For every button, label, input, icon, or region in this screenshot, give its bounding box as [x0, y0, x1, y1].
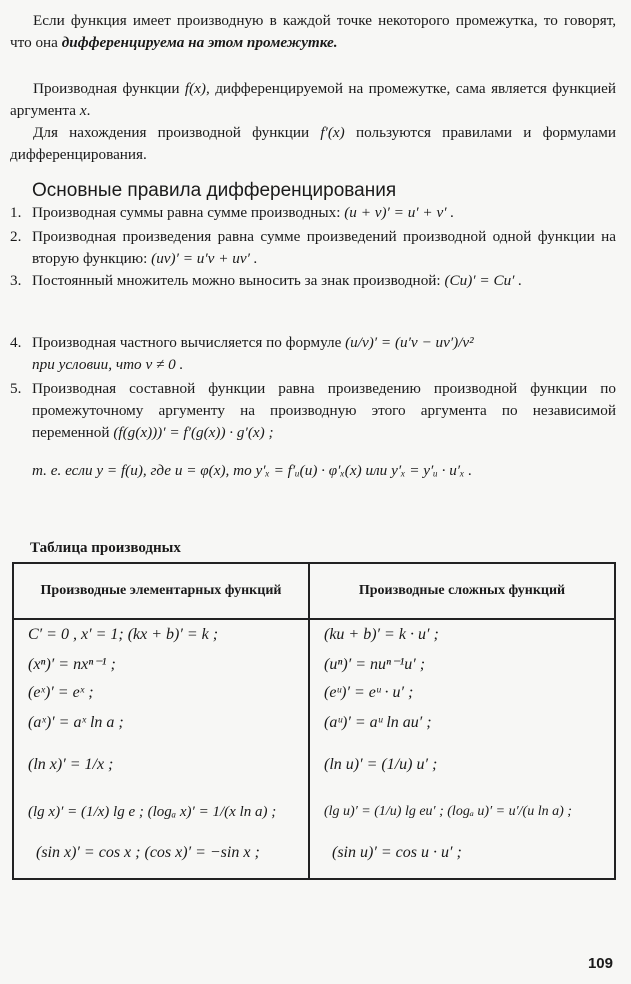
table-cell: (sin x)′ = cos x ; (cos x)′ = −sin x ; — [36, 844, 260, 861]
header-divider — [14, 618, 614, 620]
page-number: 109 — [587, 955, 613, 972]
table-cell: C′ = 0 , x′ = 1; (kx + b)′ = k ; — [28, 626, 219, 643]
paragraph-rules-intro: Для нахождения производной функции f′(x) пользуются правилами и формулами дифференцирования. — [10, 124, 616, 163]
table-cell: (eᵘ)′ = eᵘ · u′ ; — [324, 684, 414, 701]
column-header-elementary: Производные элементарных функций — [40, 583, 282, 598]
paragraph-derivative-function: Производная функции f(x), дифференцируемой на промежутке, сама является функцией аргумента x. — [10, 80, 616, 119]
paragraph-differentiable: Если функция имеет производную в каждой точке некоторого промежутка, то говорят, что она дифференцируема на этом промежутке. — [10, 12, 616, 51]
derivatives-table — [12, 562, 616, 880]
table-cell: (aᵘ)′ = aᵘ ln au′ ; — [324, 714, 432, 731]
table-cell: (aˣ)′ = aˣ ln a ; — [28, 714, 124, 731]
rule-item: 5. Производная составной функции равна произведению производной функции по промежуточному аргументу на производную этого аргумента по независимой переменной (f(g(x)))′ = f′(g(x)) · g′(x) ; — [10, 380, 616, 441]
table-cell: (ln x)′ = 1/x ; — [28, 756, 114, 773]
table-cell: (eˣ)′ = eˣ ; — [28, 684, 94, 701]
rule-item: 2. Производная произведения равна сумме произведений производной одной функции на вторую функцию: (uv)′ = u′v + uv′ . — [10, 228, 616, 267]
emphasis-term: дифференцируема на этом промежутке. — [61, 34, 338, 51]
rule-item: 4. Производная частного вычисляется по формуле (u/v)′ = (u′v − uv′)/v² при условии, что v ≠ 0 . — [10, 334, 474, 373]
table-cell: (ku + b)′ = k · u′ ; — [324, 626, 439, 643]
table-cell: (ln u)′ = (1/u) u′ ; — [324, 756, 438, 773]
table-cell: (sin u)′ = cos u · u′ ; — [332, 844, 462, 861]
table-title: Таблица производных — [30, 540, 181, 556]
column-header-composite: Производные сложных функций — [358, 583, 566, 598]
rule-tail: т. е. если y = f(u), где u = φ(x), то y′ₓ = f′ᵤ(u) · φ′ₓ(x) или y′ₓ = y′ᵤ · u′ₓ . — [32, 462, 473, 479]
table-cell: (lg u)′ = (1/u) lg eu′ ; (logₐ u)′ = u′/(u ln a) ; — [324, 804, 572, 819]
rule-item: 1. Производная суммы равна сумме производных: (u + v)′ = u′ + v′ . — [10, 204, 455, 221]
table-cell: (xⁿ)′ = nxⁿ⁻¹ ; — [28, 656, 116, 673]
section-heading: Основные правила дифференцирования — [32, 180, 397, 201]
table-cell: (uⁿ)′ = nuⁿ⁻¹u′ ; — [324, 656, 426, 673]
rule-item: 3. Постоянный множитель можно выносить за знак производной: (Cu)′ = Cu′ . — [10, 272, 523, 289]
table-cell: (lg x)′ = (1/x) lg e ; (logₐ x)′ = 1/(x ln a) ; — [28, 804, 277, 820]
